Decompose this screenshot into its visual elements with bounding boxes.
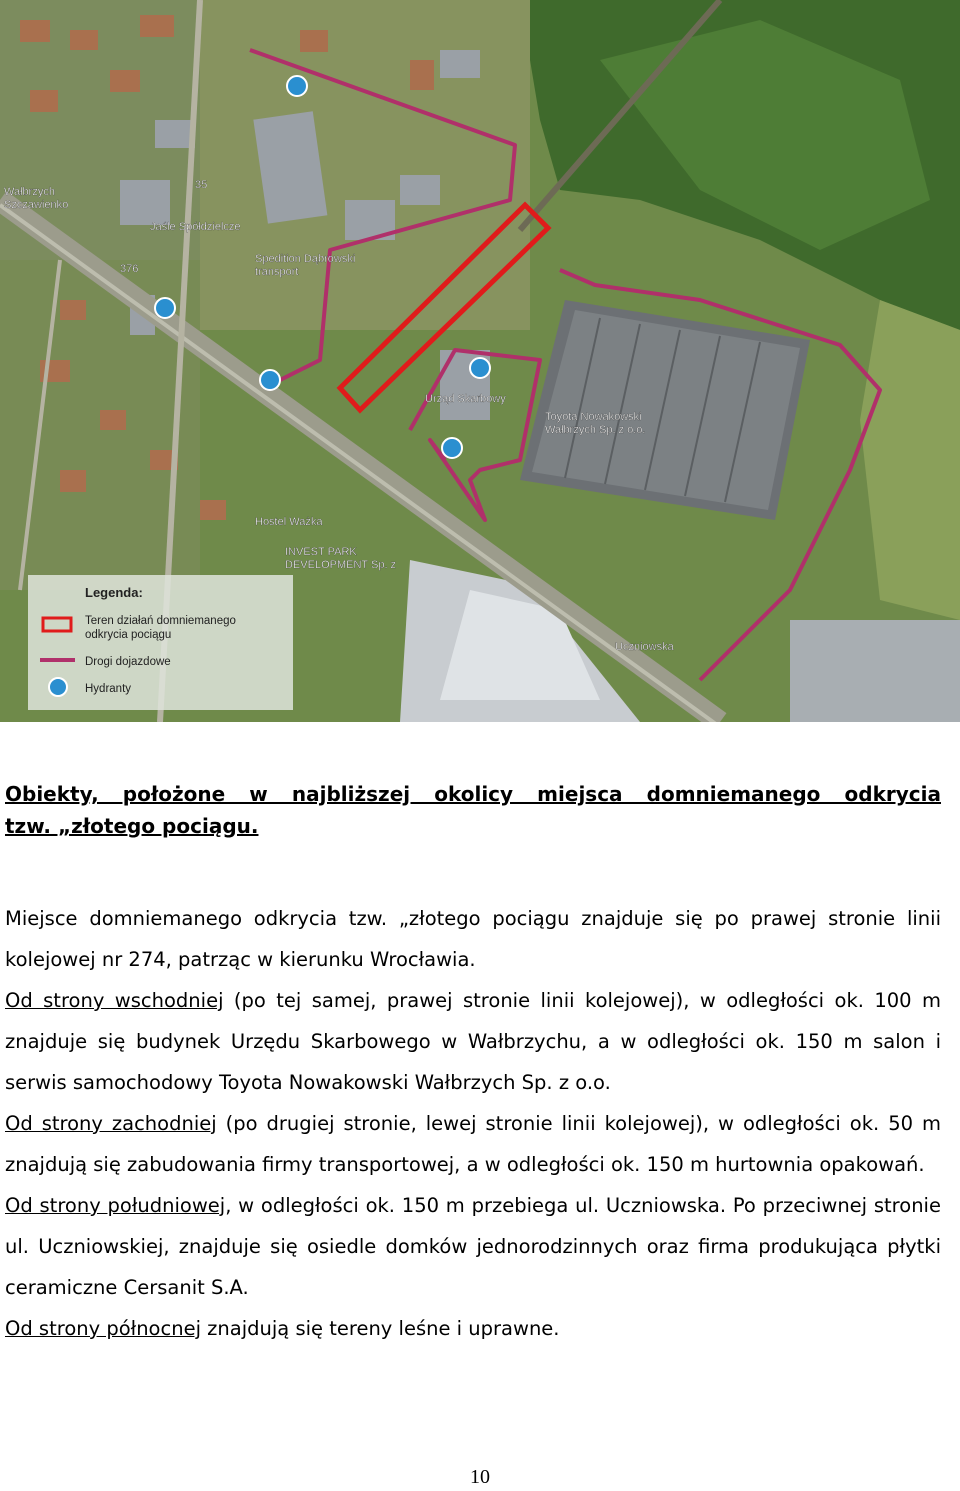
legend-title: Legenda:: [85, 585, 143, 600]
map-label-top-road: Jaśle Spółdzielcze: [150, 221, 241, 233]
legend-hydrant-icon: [49, 678, 67, 696]
paragraph-south: [5, 1185, 941, 1308]
east-text: (po tej samej, prawej stronie linii kolejowej), w odległości ok. 100 m znajduje się budynek Urzędu Skarbowego w Wałbrzychu, a w odległości ok. 150 m salon i serwis samochodowy Toyota Nowakowski Wałbrzych Sp. z o.o.: [5, 989, 941, 1094]
heading-line-1: Obiekty, położone w najbliższej okolicy miejsca domniemanego odkrycia: [5, 782, 941, 806]
south-text: , w odległości ok. 150 m przebiega ul. Uczniowska. Po przeciwnej stronie ul. Uczniowskiej, znajduje się osiedle domków jednorodzinnych oraz firma produkująca płytki ceramiczne Cersanit S.A.: [5, 1194, 941, 1299]
page-number: 10: [470, 1466, 490, 1488]
west-label: Od strony zachodniej: [5, 1112, 217, 1135]
section-heading: [5, 778, 941, 842]
map-label-city: Wałbrzych Szczawienko: [4, 186, 69, 211]
map-label-street: Uczniowska: [615, 641, 674, 653]
map-label-hostel: Hostel Ważka: [255, 516, 323, 528]
paragraph-north: [5, 1308, 941, 1349]
legend-item-hydrant: Hydranty: [85, 683, 132, 695]
map-label-tax-office: Urząd Skarbowy: [425, 393, 506, 405]
east-label: Od strony wschodniej: [5, 989, 224, 1012]
legend-item-area: Teren działań domniemanego: [85, 615, 236, 627]
map-label-road-35: 35: [195, 179, 208, 191]
map-label-road-376: 376: [120, 263, 139, 275]
legend-item-route: Drogi dojazdowe: [85, 656, 171, 668]
north-label: Od strony północnej: [5, 1317, 201, 1340]
south-label: Od strony południowej: [5, 1194, 226, 1217]
map-label-toyota: Toyota Nowakowski Wałbrzych Sp. z o.o.: [545, 411, 646, 436]
north-text: znajdują się tereny leśne i uprawne.: [200, 1317, 560, 1340]
paragraph-east: [5, 980, 941, 1103]
description-body: [5, 898, 941, 1349]
map-legend: [28, 575, 293, 710]
west-text: (po drugiej stronie, lewej stronie linii kolejowej), w odległości ok. 50 m znajdują się zabudowania firmy transportowej, a w odległości ok. 150 m hurtownia opakowań.: [5, 1112, 941, 1176]
paragraph-west: [5, 1103, 941, 1185]
heading-line-2: tzw. „złotego pociągu.: [5, 814, 259, 838]
paragraph-1: Miejsce domniemanego odkrycia tzw. „złotego pociągu znajduje się po prawej stronie linii kolejowej nr 274, patrząc w kierunku Wrocławia.: [5, 907, 941, 971]
legend-item-area-2: odkrycia pociągu: [85, 629, 172, 641]
aerial-map: [0, 0, 960, 722]
map-label-company: Spedition Dąbrowski transport: [255, 253, 356, 278]
map-label-invest: INVEST PARK DEVELOPMENT Sp. z: [285, 546, 397, 571]
